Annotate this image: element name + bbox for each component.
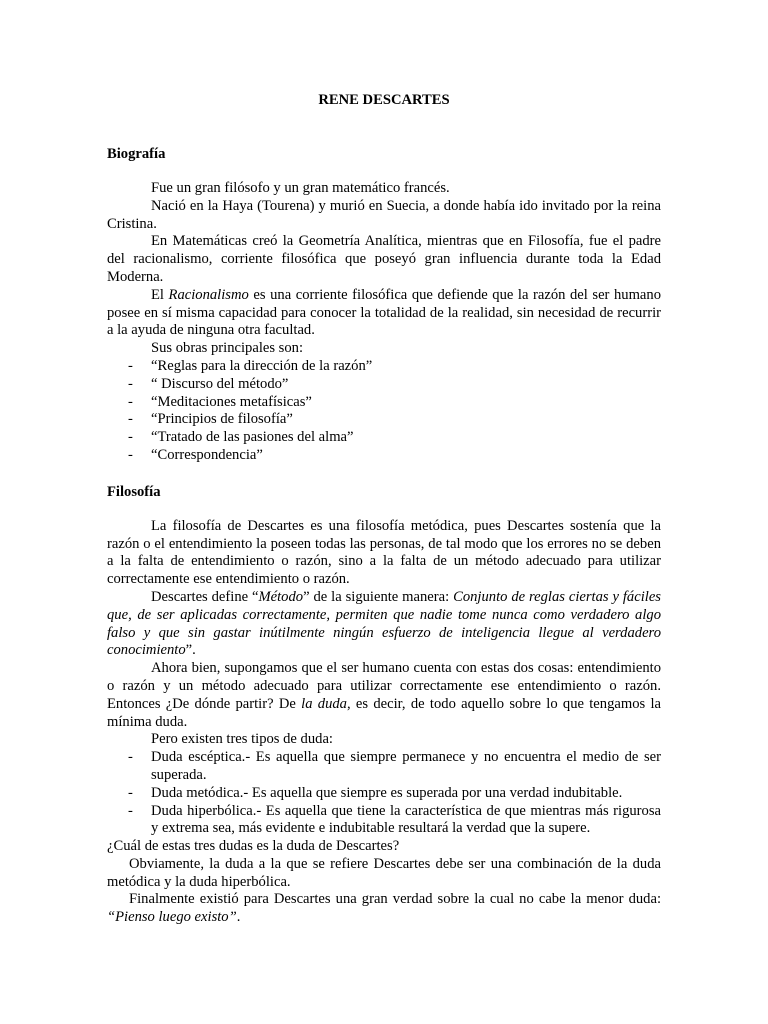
section-heading-filosofia: Filosofía bbox=[107, 483, 161, 500]
paragraph: En Matemáticas creó la Geometría Analítica, mientras que en Filosofía, fue el padre del racionalismo, corriente filosófica que poseyó gran influencia durante toda la Edad Moderna. bbox=[107, 233, 661, 285]
list-item-text: Duda metódica.- Es aquella que siempre es superada por una verdad indubitable. bbox=[151, 784, 623, 801]
list-item bbox=[107, 749, 661, 785]
italic-quote: “Pienso luego existo” bbox=[107, 909, 237, 926]
question: ¿Cuál de estas tres dudas es la duda de Descartes? bbox=[107, 838, 400, 855]
dash-bullet: - bbox=[128, 357, 133, 374]
paragraph: Obviamente, la duda a la que se refiere Descartes debe ser una combinación de la duda metódica y la duda hiperbólica. bbox=[107, 855, 661, 890]
text-run: Ahora bien, supongamos que el ser humano cuenta con estas dos cosas: entendimiento o razón y un método adecuado para utilizar correctamente ese entendimiento o razón. Entonces ¿De dónde partir? De bbox=[107, 660, 661, 712]
paragraph bbox=[107, 287, 661, 340]
dash-bullet: - bbox=[128, 375, 133, 392]
list-item-text: “Principios de filosofía” bbox=[151, 411, 293, 428]
section-heading-biografia: Biografía bbox=[107, 146, 166, 162]
list-item-text: “Tratado de las pasiones del alma” bbox=[151, 429, 354, 446]
works-intro: Sus obras principales son: bbox=[151, 340, 304, 357]
italic-term: Racionalismo bbox=[168, 286, 249, 303]
text-run: ” de la siguiente manera: bbox=[303, 588, 454, 605]
list-item bbox=[107, 394, 661, 412]
dash-bullet: - bbox=[128, 446, 133, 463]
list-item bbox=[107, 785, 661, 803]
italic-term: la duda bbox=[301, 695, 347, 712]
paragraph bbox=[107, 660, 661, 731]
dash-bullet: - bbox=[128, 749, 133, 766]
list-item-text: “Correspondencia” bbox=[151, 446, 263, 463]
text-run: El bbox=[151, 286, 169, 303]
dash-bullet: - bbox=[128, 429, 133, 446]
list-item-text: “Meditaciones metafísicas” bbox=[151, 393, 312, 410]
list-item bbox=[107, 376, 661, 394]
text-run: Descartes define “ bbox=[151, 588, 259, 605]
section-spacer bbox=[107, 465, 661, 483]
paragraph: Nació en la Haya (Tourena) y murió en Suecia, a donde había ido invitado por la reina Cristina. bbox=[107, 197, 661, 232]
list-item bbox=[107, 411, 661, 429]
document-body bbox=[107, 91, 661, 927]
list-item bbox=[107, 358, 661, 376]
paragraph: La filosofía de Descartes es una filosofía metódica, pues Descartes sostenía que la razón o el entendimiento la poseen todas las personas, de tal modo que los errores no se deben a la falta de entendimiento o razón, sino a la falta de un método adecuado para utilizar correctamente ese entendimiento o razón. bbox=[107, 517, 661, 588]
text-run: es una corriente filosófica que defiende que la razón del ser humano posee en sí misma capacidad para conocer la totalidad de la realidad, sin necesidad de recurrir a la ayuda de ninguna otra facultad. bbox=[107, 286, 661, 339]
text-run: , es decir, de todo aquello sobre lo que tengamos la mínima duda. bbox=[107, 695, 661, 730]
doubts-list bbox=[107, 749, 661, 838]
list-item bbox=[107, 803, 661, 839]
dash-bullet: - bbox=[128, 411, 133, 428]
list-item-text: “ Discurso del método” bbox=[151, 375, 289, 392]
list-item-text: Duda hiperbólica.- Es aquella que tiene la característica de que mientras más rigurosa y extrema sea, más evidente e indubitable resultará la verdad que la supere. bbox=[151, 802, 661, 837]
dash-bullet: - bbox=[128, 802, 133, 819]
italic-definition: Conjunto de reglas ciertas y fáciles que, de ser aplicadas correctamente, permiten que nadie tome nunca como verdadero algo falso y que sin gastar inútilmente ningún esfuerzo de inteligencia llegue al verdadero conocimiento bbox=[107, 588, 661, 659]
text-run: Finalmente existió para Descartes una gran verdad sobre la cual no cabe la menor duda: bbox=[129, 891, 661, 908]
text-run: . bbox=[236, 909, 241, 926]
doubts-intro: Pero existen tres tipos de duda: bbox=[151, 731, 333, 748]
list-item-text: “Reglas para la dirección de la razón” bbox=[151, 357, 373, 374]
paragraph bbox=[107, 589, 661, 660]
list-item bbox=[107, 447, 661, 465]
dash-bullet: - bbox=[128, 393, 133, 410]
document-title: RENE DESCARTES bbox=[318, 92, 450, 108]
list-item-text: Duda escéptica.- Es aquella que siempre permanece y no encuentra el medio de ser superada. bbox=[151, 749, 661, 783]
works-list bbox=[107, 358, 661, 465]
list-item bbox=[107, 429, 661, 447]
dash-bullet: - bbox=[128, 784, 133, 801]
paragraph bbox=[107, 891, 661, 927]
text-run: ”. bbox=[185, 642, 196, 659]
italic-term: Método bbox=[258, 588, 304, 605]
paragraph: Fue un gran filósofo y un gran matemático francés. bbox=[151, 180, 450, 196]
